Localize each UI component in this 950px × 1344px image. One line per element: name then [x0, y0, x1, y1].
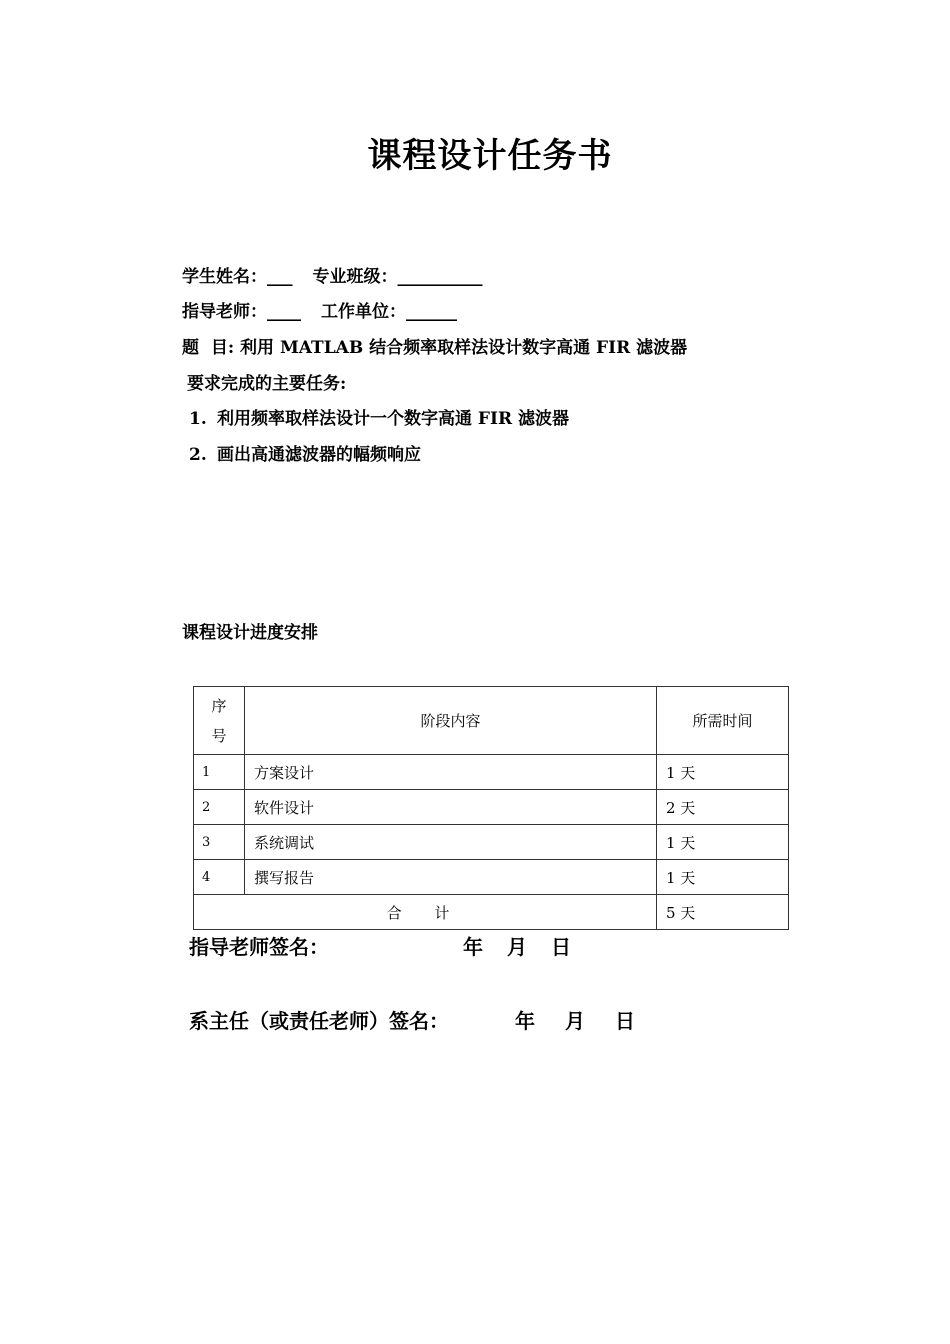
document-title: 课程设计任务书 [367, 136, 613, 176]
requirement-item-1-number: 1. [189, 409, 207, 429]
table-header-row [194, 687, 789, 755]
row-stage: 软件设计 [245, 790, 657, 825]
requirement-item-2-text: 画出高通滤波器的幅频响应 [217, 445, 421, 465]
header-stage: 阶段内容 [245, 687, 657, 755]
topic-value: 利用 MATLAB 结合频率取样法设计数字高通 FIR 滤波器 [240, 338, 688, 358]
schedule-heading: 课程设计进度安排 [182, 623, 318, 643]
director-signature-label: 系主任（或责任老师）签名： [189, 1009, 449, 1033]
advisor-sign-day: 日 [551, 935, 571, 959]
requirement-item-2 [189, 440, 421, 465]
director-sign-day: 日 [615, 1009, 635, 1033]
row-seq: 4 [194, 860, 245, 895]
director-sign-year: 年 [515, 1009, 535, 1033]
row-time: 1 天 [657, 755, 789, 790]
row-time: 1 天 [657, 860, 789, 895]
advisor-signature-label: 指导老师签名： [189, 935, 329, 959]
student-info-line [182, 262, 483, 287]
header-seq [194, 687, 245, 755]
total-time: 5 天 [657, 895, 789, 930]
table-row [194, 755, 789, 790]
work-unit-value: ______ [406, 302, 457, 322]
schedule-table [193, 686, 789, 930]
row-seq: 1 [194, 755, 245, 790]
row-stage: 系统调试 [245, 825, 657, 860]
topic-label: 题 目: [182, 338, 235, 358]
director-signature-line [189, 1005, 635, 1034]
advisor-info-line [182, 297, 457, 322]
total-label: 合 计 [194, 895, 657, 930]
major-class-label: 专业班级： [312, 267, 398, 287]
student-name-value: ___ [267, 267, 293, 287]
topic-line [182, 333, 687, 358]
row-stage: 方案设计 [245, 755, 657, 790]
table-row [194, 790, 789, 825]
header-seq-line1: 序 [211, 696, 227, 715]
major-class-value: __________ [397, 267, 483, 287]
work-unit-label: 工作单位： [321, 302, 406, 322]
table-total-row [194, 895, 789, 930]
advisor-signature-line [189, 931, 571, 960]
director-sign-month: 月 [565, 1009, 585, 1033]
advisor-sign-year: 年 [463, 935, 483, 959]
requirement-item-2-number: 2. [189, 445, 207, 465]
header-time: 所需时间 [657, 687, 789, 755]
requirement-item-1-text: 利用频率取样法设计一个数字高通 FIR 滤波器 [217, 409, 569, 429]
advisor-value: ____ [267, 302, 301, 322]
header-seq-line2: 号 [211, 726, 227, 745]
advisor-label: 指导老师： [182, 302, 267, 322]
row-seq: 3 [194, 825, 245, 860]
table-row [194, 825, 789, 860]
row-stage: 撰写报告 [245, 860, 657, 895]
row-seq: 2 [194, 790, 245, 825]
student-name-label: 学生姓名： [182, 267, 267, 287]
table-row [194, 860, 789, 895]
row-time: 2 天 [657, 790, 789, 825]
row-time: 1 天 [657, 825, 789, 860]
requirement-item-1 [189, 404, 569, 429]
advisor-sign-month: 月 [507, 935, 527, 959]
requirements-heading: 要求完成的主要任务: [187, 374, 347, 394]
